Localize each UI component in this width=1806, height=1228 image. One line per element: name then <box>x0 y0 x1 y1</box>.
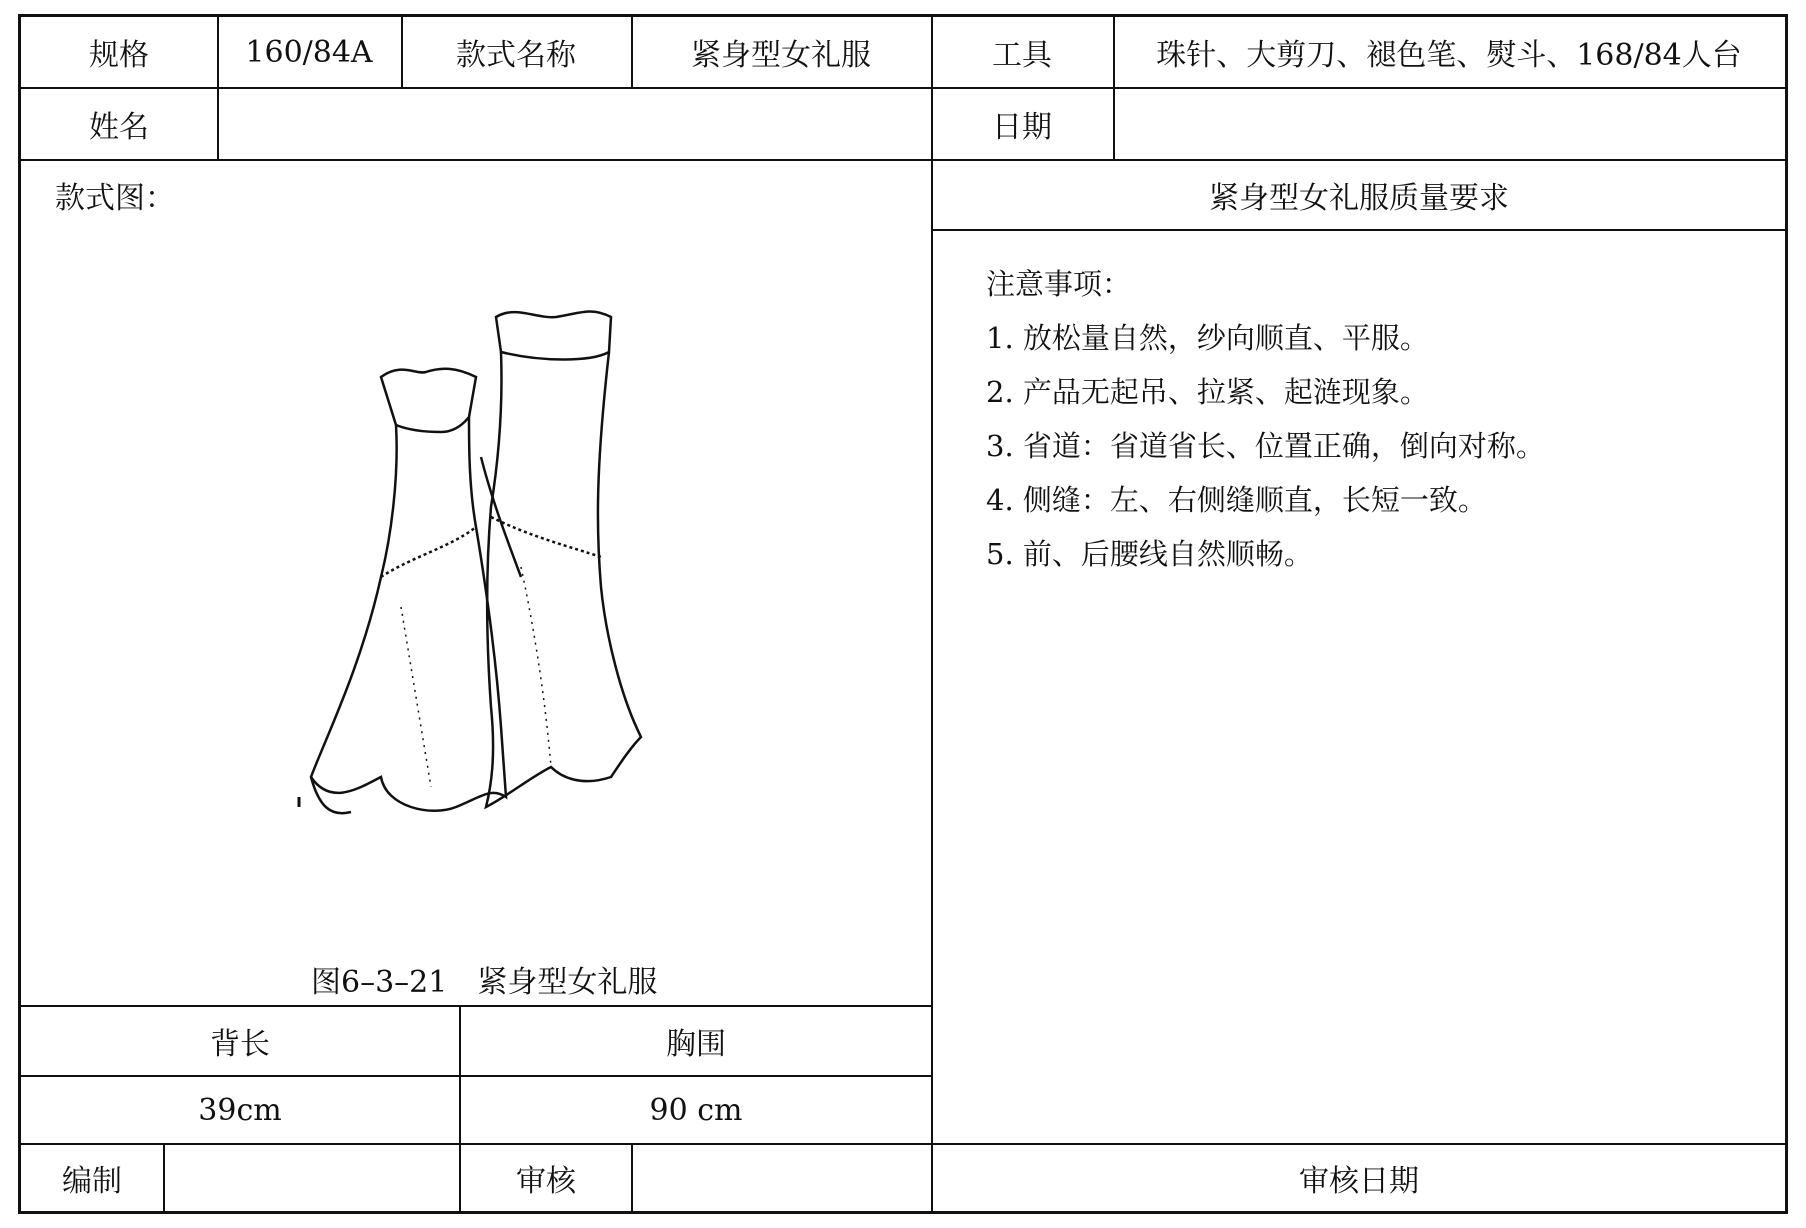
review-label: 审核 <box>516 1164 576 1199</box>
compiled-field[interactable] <box>165 1145 459 1211</box>
figure-caption: 图6–3–21 紧身型女礼服 <box>311 965 658 1000</box>
review-field[interactable] <box>633 1145 931 1211</box>
dress-sketch-icon <box>291 307 671 907</box>
review-date-label: 审核日期 <box>1299 1164 1419 1199</box>
list-item: 1. 放松量自然，纱向顺直、平服。 <box>986 321 1429 355</box>
name-field[interactable] <box>217 89 931 159</box>
list-item: 3. 省道：省道省长、位置正确，倒向对称。 <box>986 429 1545 463</box>
spec-value: 160/84A <box>245 34 373 70</box>
list-item: 2. 产品无起吊、拉紧、起涟现象。 <box>986 375 1429 409</box>
compiled-label: 编制 <box>62 1164 122 1199</box>
row-divider <box>931 229 1785 231</box>
tools-value: 珠针、大剪刀、褪色笔、熨斗、168/84人台 <box>1156 38 1742 73</box>
date-label: 日期 <box>992 110 1052 145</box>
name-label: 姓名 <box>89 110 149 145</box>
list-item: 5. 前、后腰线自然顺畅。 <box>986 537 1313 571</box>
style-name-label: 款式名称 <box>456 38 576 73</box>
list-item: 4. 侧缝：左、右侧缝顺直，长短一致。 <box>986 483 1487 517</box>
quality-title: 紧身型女礼服质量要求 <box>1209 181 1509 216</box>
date-field[interactable] <box>1113 89 1785 159</box>
style-image-label: 款式图： <box>55 181 175 216</box>
spec-label: 规格 <box>89 38 149 73</box>
back-length-value: 39cm <box>198 1092 282 1128</box>
bust-value: 90 cm <box>649 1092 743 1128</box>
quality-notes <box>986 257 1545 581</box>
tools-label: 工具 <box>992 38 1052 73</box>
notes-heading: 注意事项： <box>986 267 1132 301</box>
back-length-label: 背长 <box>210 1027 270 1062</box>
style-record-form <box>18 14 1788 1214</box>
style-name-value: 紧身型女礼服 <box>691 38 871 73</box>
bust-label: 胸围 <box>666 1027 726 1062</box>
